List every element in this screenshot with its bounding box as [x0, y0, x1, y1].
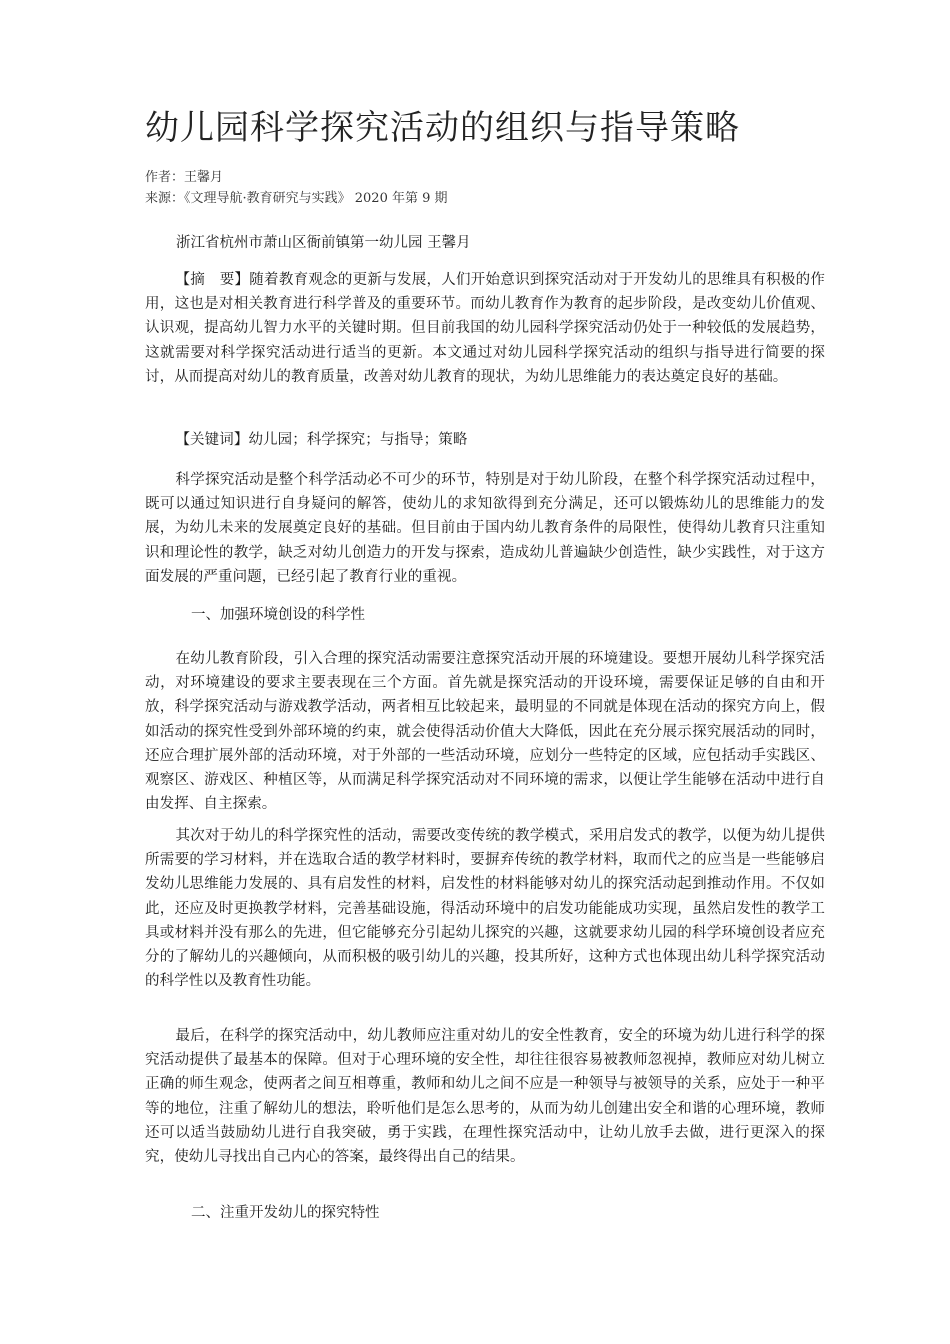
article-title: 幼儿园科学探究活动的组织与指导策略	[145, 108, 740, 148]
source-line: 来源：《文理导航·教育研究与实践》 2020 年第 9 期	[145, 191, 448, 206]
section-1-heading: 一、加强环境创设的科学性	[191, 607, 365, 623]
keywords-paragraph	[145, 428, 825, 452]
keywords-text: 幼儿园；科学探究；与指导；策略	[248, 432, 468, 448]
section-2-heading: 二、注重开发幼儿的探究特性	[191, 1205, 380, 1221]
section-1-paragraph-1: 在幼儿教育阶段，引入合理的探究活动需要注意探究活动开展的环境建设。要想开展幼儿科学探究活动，对环境建设的要求主要表现在三个方面。首先就是探究活动的开设环境，需要保证足够的自由和开放，科学探究活动与游戏教学活动，两者相互比较起来，最明显的不同就是体现在活动的探究方向上，假如活动的探究性受到外部环境的约束，就会使得活动价值大大降低，因此在充分展示探究展活动的同时，还应合理扩展外部的活动环境，对于外部的一些活动环境，应划分一些特定的区域，应包括动手实践区、观察区、游戏区、种植区等，从而满足科学探究活动对不同环境的需求，以便让学生能够在活动中进行自由发挥、自主探索。	[145, 651, 825, 813]
affiliation: 浙江省杭州市萧山区衙前镇第一幼儿园 王馨月	[176, 235, 471, 251]
section-1-paragraph-3: 最后，在科学的探究活动中，幼儿教师应注重对幼儿的安全性教育，安全的环境为幼儿进行科学的探究活动提供了最基本的保障。但对于心理环境的安全性，却往往很容易被教师忽视掉，教师应对幼儿树立正确的师生观念，使两者之间互相尊重，教师和幼儿之间不应是一种领导与被领导的关系，应处于一种平等的地位，注重了解幼儿的想法，聆听他们是怎么思考的，从而为幼儿创建出安全和谐的心理环境，教师还可以适当鼓励幼儿进行自我突破，勇于实践，在理性探究活动中，让幼儿放手去做，进行更深入的探究，使幼儿寻找出自己内心的答案，最终得出自己的结果。	[145, 1028, 825, 1166]
abstract-text: 随着教育观念的更新与发展，人们开始意识到探究活动对于开发幼儿的思维具有积极的作用，这也是对相关教育进行科学普及的重要环节。而幼儿教育作为教育的起步阶段，是改变幼儿价值观、认识观，提高幼儿智力水平的关键时期。但目前我国的幼儿园科学探究活动仍处于一种较低的发展趋势，这就需要对科学探究活动进行适当的更新。本文通过对幼儿园科学探究活动的组织与指导进行简要的探讨，从而提高对幼儿的教育质量，改善对幼儿教育的现状，为幼儿思维能力的表达奠定良好的基础。	[145, 272, 826, 385]
abstract-label: 【摘 要】	[175, 272, 250, 288]
intro-paragraph: 科学探究活动是整个科学活动必不可少的环节，特别是对于幼儿阶段，在整个科学探究活动过程中，既可以通过知识进行自身疑问的解答，使幼儿的求知欲得到充分满足，还可以锻炼幼儿的思维能力的发展，为幼儿未来的发展奠定良好的基础。但目前由于国内幼儿教育条件的局限性，使得幼儿教育只注重知识和理论性的教学，缺乏对幼儿创造力的开发与探索，造成幼儿普遍缺少创造性，缺少实践性，对于这方面发展的严重问题，已经引起了教育行业的重视。	[145, 472, 825, 585]
abstract-paragraph	[145, 268, 825, 389]
keywords-label: 【关键词】	[175, 432, 249, 448]
section-1-paragraph-2: 其次对于幼儿的科学探究性的活动，需要改变传统的教学模式，采用启发式的教学，以便为幼儿提供所需要的学习材料，并在选取合适的教学材料时，要摒弃传统的教学材料，取而代之的应当是一些能够启发幼儿思维能力发展的、具有启发性的材料，启发性的材料能够对幼儿的探究活动起到推动作用。不仅如此，还应及时更换教学材料，完善基础设施，得活动环境中的启发功能能成功实现，虽然启发性的教学工具或材料并没有那么的先进，但它能够充分引起幼儿探究的兴趣，这就要求幼儿园的科学环境创设者应充分的了解幼儿的兴趣倾向，从而积极的吸引幼儿的兴趣，投其所好，这种方式也体现出幼儿科学探究活动的科学性以及教育性功能。	[145, 828, 825, 990]
author-line: 作者：王馨月	[145, 170, 224, 185]
